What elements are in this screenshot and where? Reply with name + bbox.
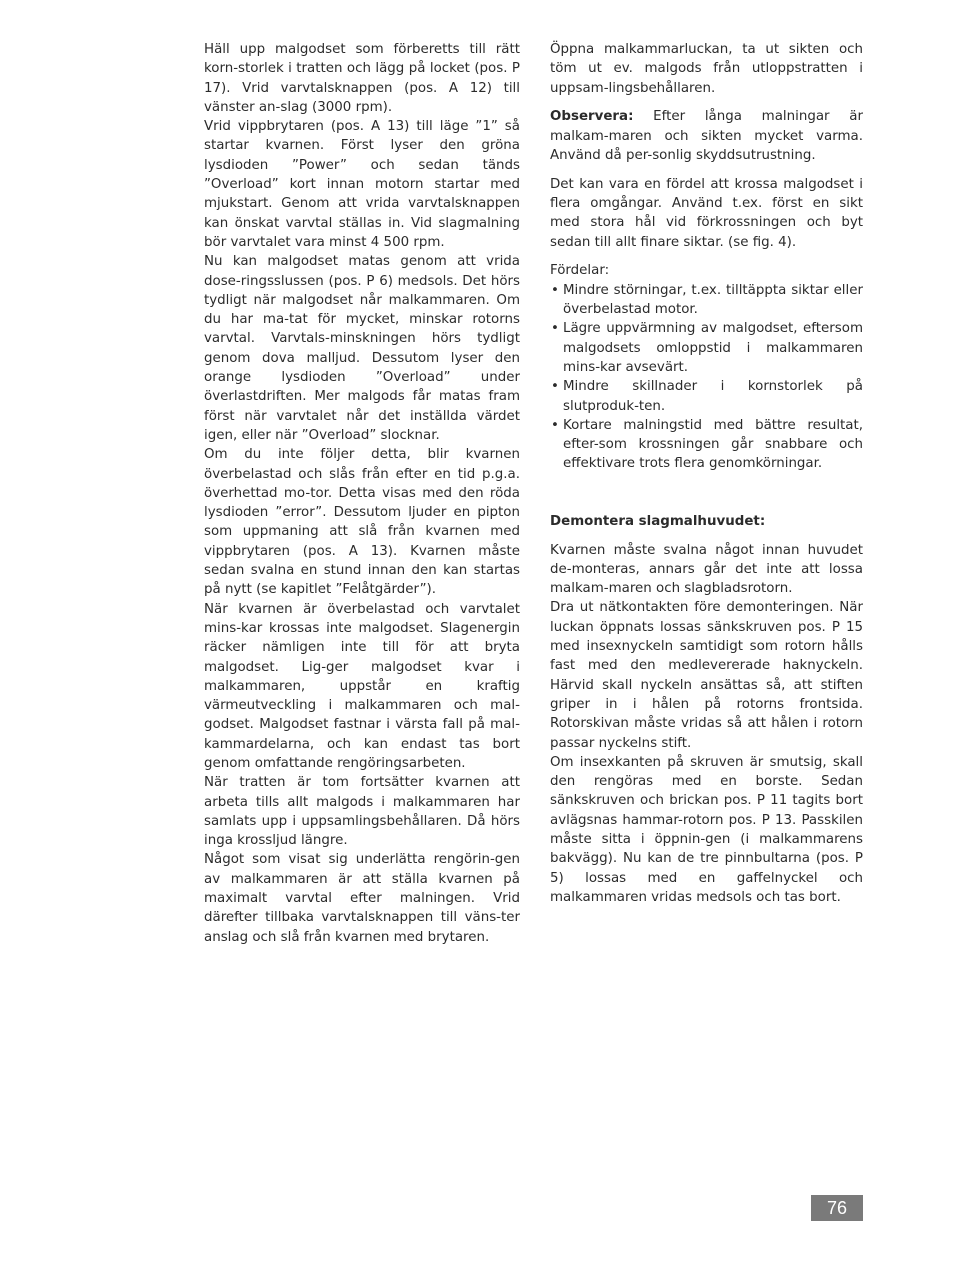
advantage-item: • Mindre skillnader i kornstorlek på slutproduk-ten. bbox=[550, 377, 863, 416]
paragraph-unplug: Dra ut nätkontakten före demonteringen. När luckan öppnats lossas sänkskruven pos. P 15 med insexnyckeln samtidigt som rotorn hålls fast med den medlevererade haknyckeln. Härvid skall nyckeln ansättas så, att stiften griper in i hålen på rotorns frontsida. Rotorskivan måste vridas så att hålen i rotorn passar nyckelns stift. bbox=[550, 600, 863, 751]
paragraph-multi-pass: Det kan vara en fördel att krossa malgodset i flera omgångar. Använd t.ex. först en sikt med stora hål vid förkrossningen och byt sedan till allt finare siktar. (se fig. 4). bbox=[550, 176, 863, 250]
advantage-item: • Mindre störningar, t.ex. tilltäppta siktar eller överbelastad motor. bbox=[550, 281, 863, 320]
paragraph-overload-warning: Om du inte följer detta, blir kvarnen överbelastad och slås från efter en tid p.g.a. överhettad mo-tor. Detta visas med den röda lysdioden ”error”. Dessutom ljuder en pipton som uppmaning att slå från kvarnen med vippbrytaren (pos. A 13). Kvarnen måste sedan svalna en stund innan den kan startas på nytt (se kapitlet ”Felåtgärder”). bbox=[204, 447, 520, 598]
advantages-label: Fördelar: bbox=[550, 263, 610, 279]
advantage-item: • Kortare malningstid med bättre resultat, efter-som krossningen går snabbare och effektivare trots flera genomkörningar. bbox=[550, 416, 863, 474]
paragraph-overload-effects: När kvarnen är överbelastad och varvtalet mins-kar krossas inte malgodset. Slagenergin räcker nämligen inte till för att bryta malgodset. Lig-ger malgodset kvar i malkammaren, uppstår en kraftig värmeutveckling i malkammaren och mal-godset. Malgodset fastnar i värsta fall på mal-kammardelarna, och kan endast tas bort genom omfattande rengöringsarbeten. bbox=[204, 601, 520, 771]
paragraph-fill-hopper: Häll upp malgodset som förberetts till rätt korn-storlek i tratten och lägg på locket (pos. P 17). Vrid varvtalsknappen (pos. A 12) till vänster an-slag (3000 rpm). bbox=[204, 42, 520, 115]
left-column bbox=[204, 40, 520, 947]
paragraph-empty-hopper: När tratten är tom fortsätter kvarnen att arbeta tills allt malgods i malkammaren har samlats upp i uppsamlingsbehållaren. Då hörs inga krossljud längre. bbox=[204, 775, 520, 849]
advantages-list bbox=[550, 281, 863, 474]
paragraph-cleaning-tip: Något som visat sig underlätta rengörin-gen av malkammaren är att ställa kvarnen på maximalt varvtal efter malningen. Vrid därefter tillbaka varvtalsknappen till väns-ter anslag och slå från kvarnen med brytaren. bbox=[204, 852, 520, 945]
section-heading: Demontera slagmalhuvudet: bbox=[550, 513, 766, 529]
note-text: Efter långa malningar är malkam-maren och sikten mycket varma. Använd då per-sonlig skyddsutrustning. bbox=[550, 109, 863, 163]
paragraph-remove-rotor: Om insexkanten på skruven är smutsig, skall den rengöras med en borste. Sedan sänkskruven och brickan pos. P 11 tagits bort avlägsnas hammar-rotorn pos. P 13. Passkilen måste sitta i öppnin-gen (i malkammarens bakvägg). Nu kan de tre pinnbultarna (pos. P 5) lossas med en gaffelnyckel och malkammaren vridas medsols och tas bort. bbox=[550, 754, 863, 905]
paragraph-feed-material: Nu kan malgodset matas genom att vrida dose-ringsslussen (pos. P 6) medsols. Det hörs tydligt när malgodset når malkammaren. Om du har ma-tat för mycket, minskar rotorns varvtal. Varvtals-minskningen hörs tydligt genom dova malljud. Dessutom lyser den orange lysdioden ”Overload” under överlastdriften. Mer malgods får matas fram först när varvtalet når det inställda värdet igen, eller när ”Overload” slocknar. bbox=[204, 254, 520, 443]
note-paragraph bbox=[550, 107, 863, 165]
paragraph-cool-down: Kvarnen måste svalna något innan huvudet de-monteras, annars går det inte att lossa malkam-maren och slagbladsrotorn. bbox=[550, 542, 863, 597]
note-label: Observera: bbox=[550, 109, 634, 125]
advantage-item: • Lägre uppvärmning av malgodset, eftersom malgodsets omloppstid i malkammaren mins-kar avsevärt. bbox=[550, 319, 863, 377]
paragraph-open-chamber: Öppna malkammarluckan, ta ut sikten och töm ut ev. malgods från utloppstratten i uppsam-lingsbehållaren. bbox=[550, 42, 863, 96]
paragraph-start-mill: Vrid vippbrytaren (pos. A 13) till läge ”1” så startar kvarnen. Först lyser den gröna lysdioden ”Power” och sedan tänds ”Overload” kort innan motorn startar med mjukstart. Genom att vrida varvtalsknappen kan önskat varvtal ställas in. Vid slagmalning bör varvtalet vara minst 4 500 rpm. bbox=[204, 119, 520, 250]
page-number: 76 bbox=[811, 1195, 863, 1221]
right-column bbox=[550, 40, 863, 907]
